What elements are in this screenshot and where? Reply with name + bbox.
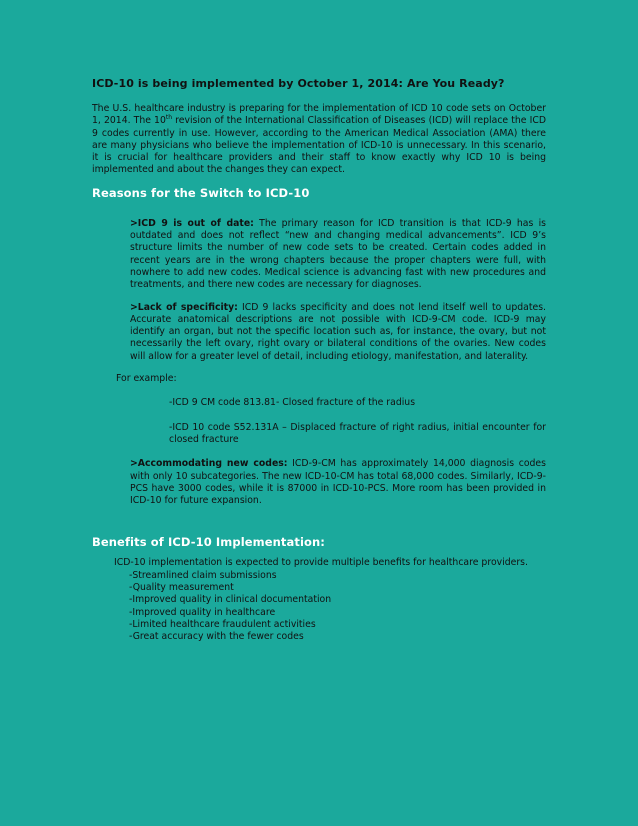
reason-label: >ICD 9 is out of date: (130, 217, 254, 229)
benefits-intro: ICD-10 implementation is expected to provide multiple benefits for healthcare providers. (114, 557, 528, 569)
list-item: -Quality measurement (129, 582, 234, 594)
example-label: For example: (116, 373, 177, 385)
reason-lack-of-specificity (130, 302, 546, 363)
benefits-heading: Benefits of ICD-10 Implementation: (92, 535, 325, 550)
reason-text: ICD-9-CM has approximately 14,000 diagnosis codes with only 10 subcategories. The new ICD-10-CM has total 68,000 codes. Similarly, ICD-9-PCS have 3000 codes, while it is 87000 in ICD-10-PCS. More room has been provided in ICD-10 for future expansion. (130, 458, 546, 507)
benefits-list (129, 570, 546, 644)
document-page (92, 77, 546, 644)
reason-text: ICD 9 lacks specificity and does not lend itself well to updates. Accurate anatomical descriptions are not possible with ICD-9-CM code. ICD-9 may identify an organ, but not the specific location such as, for instance, the ovary, but not necessarily the left ovary, right ovary or bilateral conditions of the ovaries. New codes will allow for a greater level of detail, including etiology, manifestation, and laterality. (130, 301, 546, 362)
reason-text: The primary reason for ICD transition is that ICD-9 has is outdated and does not reflect “new and changing medical advancements”. ICD 9’s structure limits the number of new code sets to be created. Certain codes added in recent years are in the wrong chapters because the proper chapters were full, with nowhere to add new codes. Medical science is advancing fast with new procedures and treatments, and there new codes are necessary for diagnoses. (130, 217, 546, 291)
intro-paragraph (92, 103, 546, 177)
reason-accommodating-new-codes (130, 458, 546, 507)
intro-text-end: revision of the International Classification of Diseases (ICD) will replace the ICD 9 codes currently in use. However, according to the American Medical Association (AMA) there are many physicians who believe the implementation of ICD-10 is unnecessary. In this scenario, it is crucial for healthcare providers and their staff to know exactly why ICD 10 is being implemented and about the changes they can expect. (92, 115, 546, 176)
intro-text-start: The U.S. healthcare industry is preparing for the implementation of ICD 10 code sets on October 1, 2014. The 10 (92, 103, 546, 127)
list-item: -Streamlined claim submissions (129, 569, 277, 581)
example-icd9: -ICD 9 CM code 813.81- Closed fracture of the radius (169, 397, 416, 409)
reason-label: >Lack of specificity: (130, 301, 238, 313)
reason-out-of-date (130, 218, 546, 292)
list-item: -Improved quality in clinical documentation (129, 594, 332, 606)
reasons-heading: Reasons for the Switch to ICD-10 (92, 185, 310, 200)
list-item: -Great accuracy with the fewer codes (129, 631, 304, 643)
list-item: -Limited healthcare fraudulent activities (129, 618, 316, 630)
list-item: -Improved quality in healthcare (129, 606, 276, 618)
intro-superscript: th (165, 114, 173, 122)
example-icd10: -ICD 10 code S52.131A – Displaced fracture of right radius, initial encounter for closed fracture (169, 421, 546, 445)
page-title: ICD-10 is being implemented by October 1, 2014: Are You Ready? (92, 77, 505, 90)
reason-label: >Accommodating new codes: (130, 458, 288, 470)
